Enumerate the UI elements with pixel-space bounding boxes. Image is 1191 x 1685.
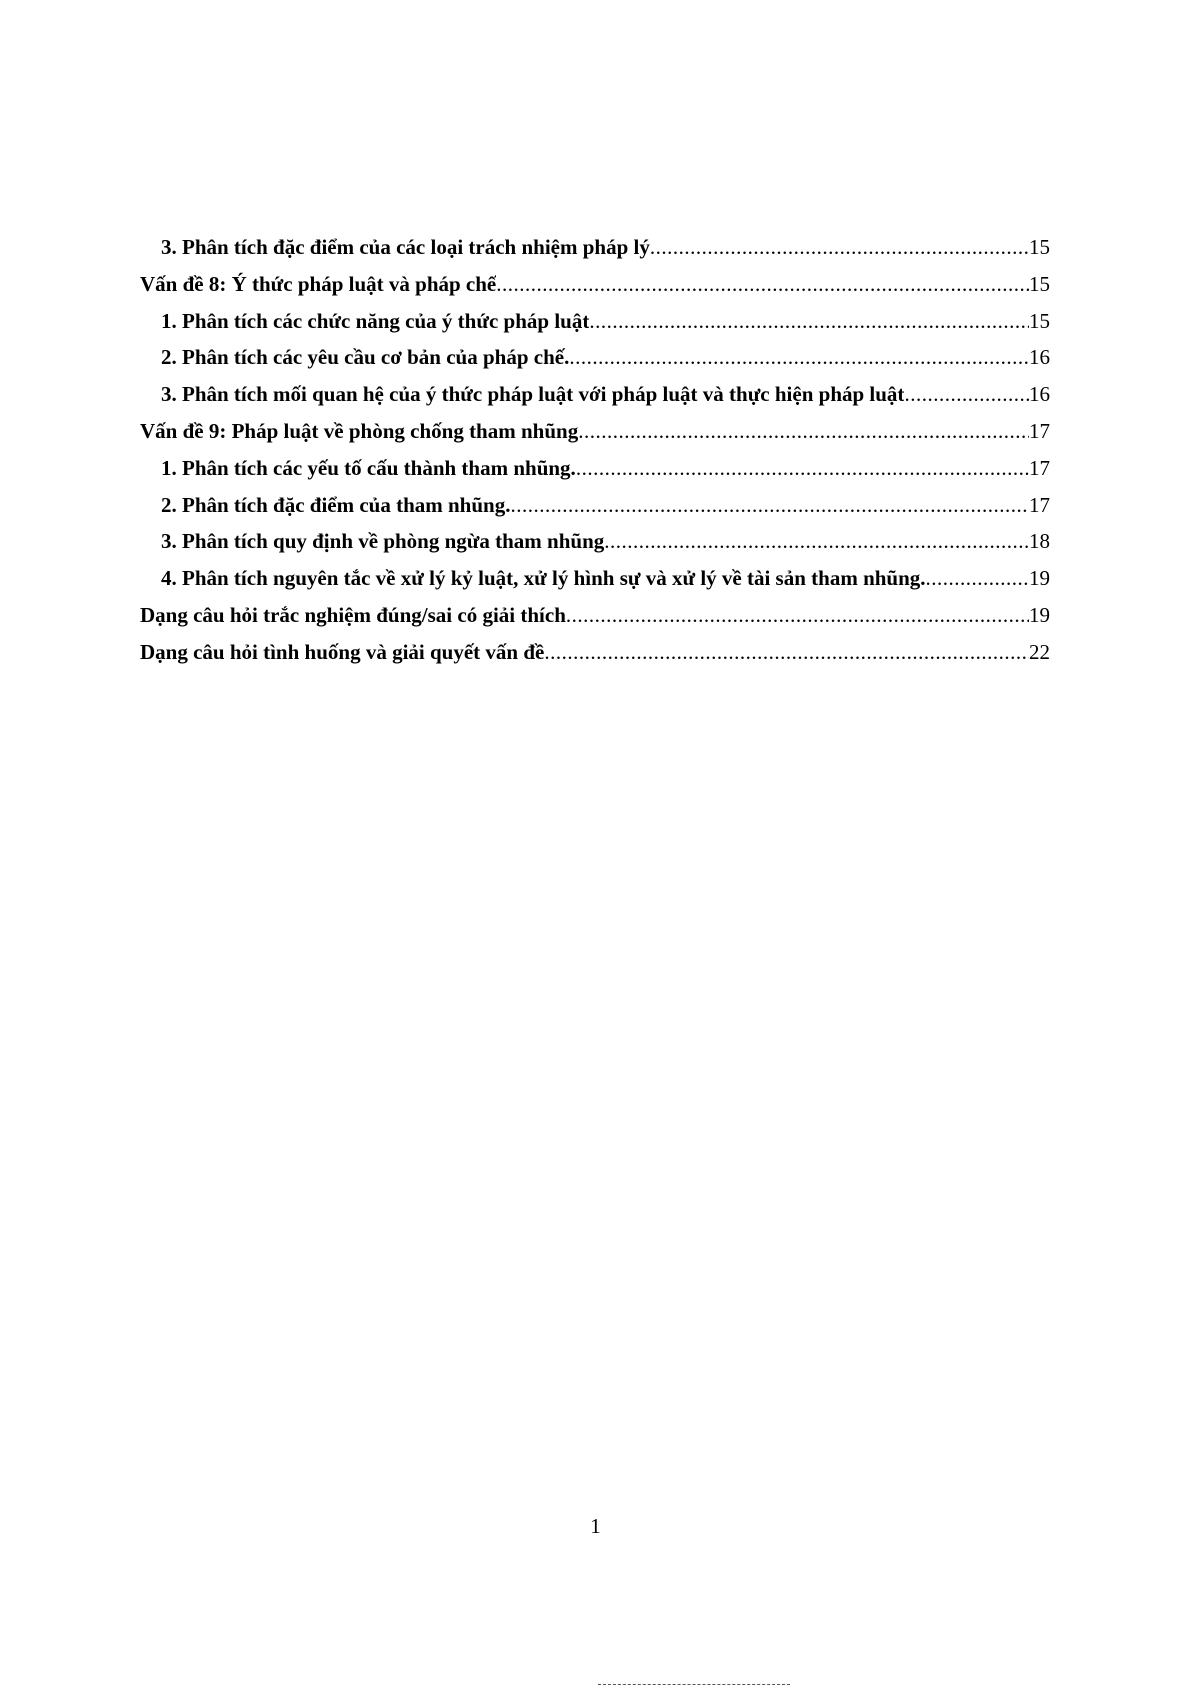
toc-entry[interactable] bbox=[140, 266, 1050, 303]
toc-entry[interactable] bbox=[140, 634, 1050, 671]
toc-entry[interactable] bbox=[140, 523, 1050, 560]
toc-entry-title: 1. Phân tích các yếu tố cấu thành tham nhũng. bbox=[161, 455, 576, 480]
toc-dot-leader bbox=[926, 560, 1029, 597]
toc-dot-leader bbox=[650, 229, 1029, 266]
toc-entry-page: 19 bbox=[1029, 566, 1050, 591]
toc-entry-page: 15 bbox=[1029, 235, 1050, 259]
toc-entry-page: 15 bbox=[1029, 271, 1050, 296]
toc-entry-page: 17 bbox=[1029, 455, 1050, 480]
toc-dot-leader bbox=[566, 597, 1029, 634]
toc-entry[interactable] bbox=[140, 339, 1050, 376]
toc-dot-leader bbox=[589, 303, 1029, 340]
toc-entry[interactable] bbox=[140, 413, 1050, 450]
toc-entry[interactable] bbox=[140, 376, 1050, 413]
toc-entry-title: Dạng câu hỏi tình huống và giải quyết vấn đề bbox=[140, 639, 545, 664]
toc-dot-leader bbox=[569, 339, 1029, 376]
toc-entry-title: 2. Phân tích các yêu cầu cơ bản của pháp chế. bbox=[161, 345, 570, 370]
toc-entry-page: 17 bbox=[1029, 418, 1050, 443]
toc-dot-leader bbox=[496, 266, 1029, 303]
toc-dot-leader bbox=[904, 376, 1029, 413]
toc-entry-title: 4. Phân tích nguyên tắc về xử lý kỷ luật, xử lý hình sự và xử lý về tài sản tham nhũng. bbox=[161, 566, 926, 591]
toc-entry-title: Vấn đề 8: Ý thức pháp luật và pháp chế bbox=[140, 271, 497, 296]
toc-entry-page: 18 bbox=[1029, 529, 1050, 554]
toc-entry[interactable] bbox=[140, 303, 1050, 340]
toc-entry-page: 16 bbox=[1029, 382, 1050, 407]
toc-entry-page: 17 bbox=[1029, 492, 1050, 517]
table-of-contents bbox=[140, 229, 1050, 671]
toc-entry-page: 15 bbox=[1029, 308, 1050, 333]
toc-entry[interactable] bbox=[140, 487, 1050, 524]
toc-entry[interactable] bbox=[140, 597, 1050, 634]
toc-entry-title: 2. Phân tích đặc điểm của tham nhũng. bbox=[161, 492, 511, 517]
toc-dot-leader bbox=[576, 450, 1029, 487]
toc-entry-page: 16 bbox=[1029, 345, 1050, 370]
toc-entry-title: 3. Phân tích mối quan hệ của ý thức pháp luật với pháp luật và thực hiện pháp luật bbox=[161, 382, 905, 407]
toc-entry-title: 3. Phân tích quy định về phòng ngừa tham nhũng bbox=[161, 529, 605, 554]
toc-dot-leader bbox=[544, 634, 1029, 671]
toc-entry-title: 3. Phân tích đặc điểm của các loại trách nhiệm pháp lý bbox=[161, 235, 650, 259]
page-number: 1 bbox=[590, 1514, 601, 1538]
toc-entry-title: Dạng câu hỏi trắc nghiệm đúng/sai có giải thích bbox=[140, 602, 566, 627]
toc-entry[interactable] bbox=[140, 229, 1050, 266]
toc-dot-leader bbox=[578, 413, 1029, 450]
toc-entry-page: 22 bbox=[1029, 639, 1050, 664]
toc-entry[interactable] bbox=[140, 450, 1050, 487]
toc-entry[interactable] bbox=[140, 560, 1050, 597]
toc-entry-page: 19 bbox=[1029, 602, 1050, 627]
toc-dot-leader bbox=[604, 523, 1029, 560]
toc-entry-title: 1. Phân tích các chức năng của ý thức pháp luật bbox=[161, 308, 590, 333]
toc-entry-title: Vấn đề 9: Pháp luật về phòng chống tham nhũng bbox=[140, 418, 579, 443]
toc-dot-leader bbox=[510, 487, 1029, 524]
